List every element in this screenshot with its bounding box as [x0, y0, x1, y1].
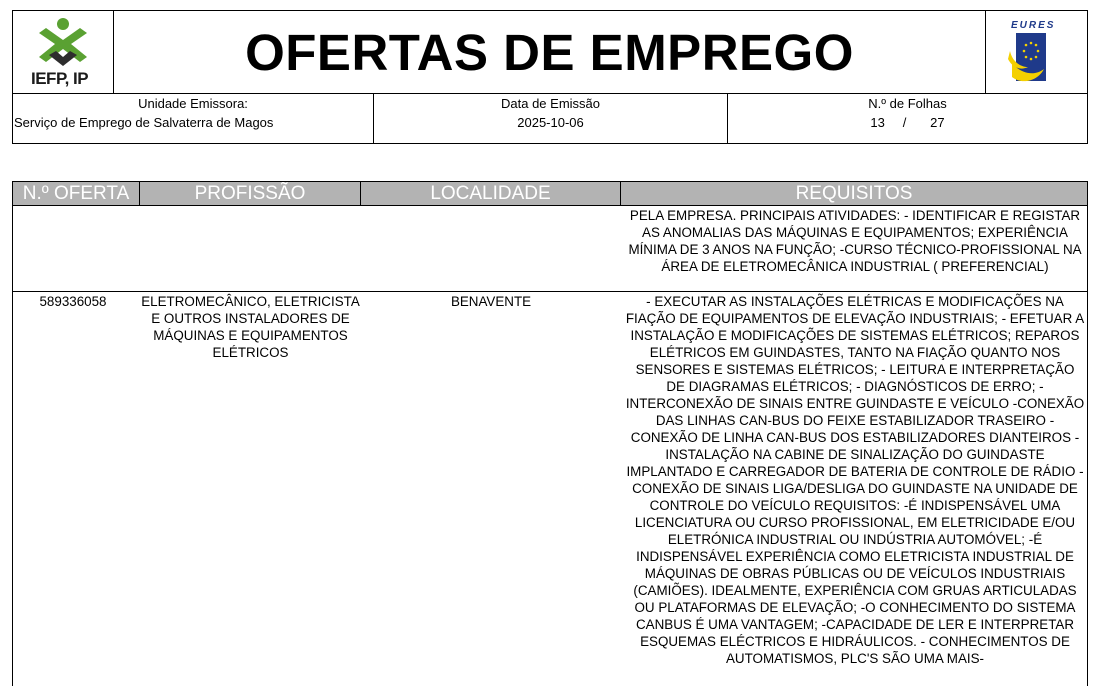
column-header-location: LOCALIDADE [361, 182, 621, 205]
page-title: OFERTAS DE EMPREGO [245, 23, 854, 81]
eures-logo-mark-icon [986, 11, 1088, 93]
issuing-unit-label: Unidade Emissora: [138, 96, 248, 111]
column-header-requirements: REQUISITOS [795, 183, 913, 204]
sheet-count-label: N.º de Folhas [868, 96, 947, 111]
offer-number: 589336058 [39, 294, 107, 309]
issue-date-label: Data de Emissão [501, 96, 600, 111]
requirements: PELA EMPRESA. PRINCIPAIS ATIVIDADES: - IDENTIFICAR E REGISTAR AS ANOMALIAS DAS MÁQUINAS E EQUIPAMENTOS; EXPERIÊNCIA MÍNIMA DE 3 ANOS NA FUNÇÃO; -CURSO TÉCNICO-PROFISSIONAL NA ÁREA DE ELETROMECÂNICA INDUSTRIAL ( PREFERENCIAL) [628, 208, 1082, 274]
location: BENAVENTE [450, 294, 532, 309]
sheet-count [728, 94, 1087, 143]
table-row [12, 292, 1088, 686]
profession: ELETROMECÂNICO, ELETRICISTA E OUTROS INSTALADORES DE MÁQUINAS E EQUIPAMENTOS ELÉTRICOS [141, 294, 360, 360]
iefp-logo-mark-icon [13, 11, 113, 71]
document-header [12, 10, 1088, 94]
issuing-unit-value: Serviço de Emprego de Salvaterra de Magos [14, 115, 274, 130]
issue-date-value: 2025-10-06 [517, 115, 584, 130]
issuing-unit [13, 94, 374, 143]
eures-logo-text: EURES [1011, 20, 1056, 31]
eures-logo [985, 11, 1087, 93]
iefp-logo-text: IEFP, IP [31, 69, 89, 88]
sheet-current: 13 [870, 115, 885, 130]
column-header-offer-number: N.º OFERTA [13, 182, 140, 205]
issue-info [12, 93, 1088, 144]
table-row [12, 206, 1088, 292]
sheet-separator: / [902, 115, 907, 130]
issue-date [374, 94, 728, 143]
table-header [12, 181, 1088, 206]
sheet-total: 27 [930, 115, 945, 130]
sheet-count-value [728, 115, 1087, 130]
column-header-profession: PROFISSÃO [140, 182, 361, 205]
requirements: - EXECUTAR AS INSTALAÇÕES ELÉTRICAS E MODIFICAÇÕES NA FIAÇÃO DE EQUIPAMENTOS DE ELEVAÇÃO INDUSTRIAIS; - EFETUAR A INSTALAÇÃO E MODIFICAÇÕES DE SISTEMAS ELÉTRICOS; REPAROS ELÉTRICOS EM GUINDASTES, TANTO NA FIAÇÃO QUANTO NOS SENSORES E SISTEMAS ELÉTRICOS; - LEITURA E INTERPRETAÇÃO DE DIAGRAMAS ELÉTRICOS; - DIAGNÓSTICOS DE ERRO; -INTERCONEXÃO DE SINAIS ENTRE GUINDASTE E VEÍCULO -CONEXÃO DAS LINHAS CAN-BUS DO FEIXE ESTABILIZADOR TRASEIRO -CONEXÃO DE LINHA CAN-BUS DOS ESTABILIZADORES DIANTEIROS -INSTALAÇÃO NA CABINE DE SINALIZAÇÃO DO GUINDASTE IMPLANTADO E CARREGADOR DE BATERIA DE CONTROLE DE RÁDIO -CONEXÃO DE SINAIS LIGA/DESLIGA DO GUINDASTE NA UNIDADE DE CONTROLE DO VEÍCULO REQUISITOS: -É INDISPENSÁVEL UMA LICENCIATURA OU CURSO PROFISSIONAL, EM ELETRICIDADE E/OU ELETRÓNICA INDUSTRIAL OU INDÚSTRIA AUTOMÓVEL; -É INDISPENSÁVEL EXPERIÊNCIA COMO ELETRICISTA INDUSTRIAL DE MÁQUINAS DE OBRAS PÚBLICAS OU DE VEÍCULOS INDUSTRIAIS (CAMIÕES). IDEALMENTE, EXPERIÊNCIA COM GRUAS ARTICULADAS OU PLATAFORMAS DE ELEVAÇÃO; -O CONHECIMENTO DO SISTEMA CANBUS É UMA VANTAGEM; -CAPACIDADE DE LER E INTERPRETAR ESQUEMAS ELÉCTRICOS E HIDRÁULICOS. - CONHECIMENTOS DE AUTOMATISMOS, PLC'S SÃO UMA MAIS- [625, 294, 1085, 666]
iefp-logo [13, 11, 114, 93]
